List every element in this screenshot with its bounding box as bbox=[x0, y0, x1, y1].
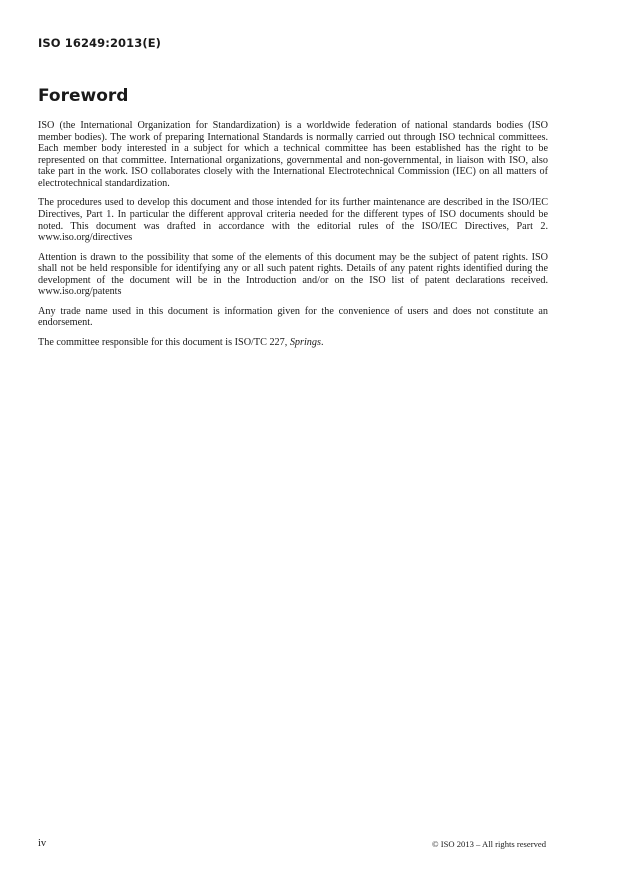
paragraph-iso-intro: ISO (the International Organization for Standardization) is a worldwide federation of national standards bodies (ISO member bodies). The work of preparing International Standards is normally carried out through ISO technical committees. Each member body interested in a subject for which a technical committee has been established has the right to be represented on that committee. International organizations, governmental and non-governmental, in liaison with ISO, also take part in the work. ISO collaborates closely with the International Electrotechnical Commission (IEC) on all matters of electrotechnical standardization. bbox=[38, 120, 548, 189]
foreword-body bbox=[38, 120, 548, 356]
committee-name: Springs bbox=[289, 336, 321, 348]
committee-end: . bbox=[320, 336, 324, 348]
page-title: Foreword bbox=[38, 86, 129, 106]
paragraph-trade-names: Any trade name used in this document is information given for the convenience of users and does not constitute an endorsement. bbox=[38, 305, 548, 329]
paragraph-committee bbox=[38, 337, 548, 349]
copyright-notice: © ISO 2013 – All rights reserved bbox=[432, 839, 546, 849]
paragraph-patents: Attention is drawn to the possibility that some of the elements of this document may be the subject of patent rights. ISO shall not be held responsible for identifying any or all such patent rights. Details of any patent rights identified during the development of the document will be in the Introduction and/or on the ISO list of patent declarations received. www.iso.org/patents bbox=[38, 251, 548, 298]
paragraph-procedures: The procedures used to develop this document and those intended for its further maintenance are described in the ISO/IEC Directives, Part 1. In particular the different approval criteria needed for the different types of ISO documents should be noted. This document was drafted in accordance with the editorial rules of the ISO/IEC Directives, Part 2. www.iso.org/directives bbox=[38, 197, 548, 244]
committee-text: The committee responsible for this document is ISO/TC 227, bbox=[38, 336, 290, 348]
page-number: iv bbox=[38, 838, 47, 849]
document-identifier: ISO 16249:2013(E) bbox=[38, 36, 162, 50]
